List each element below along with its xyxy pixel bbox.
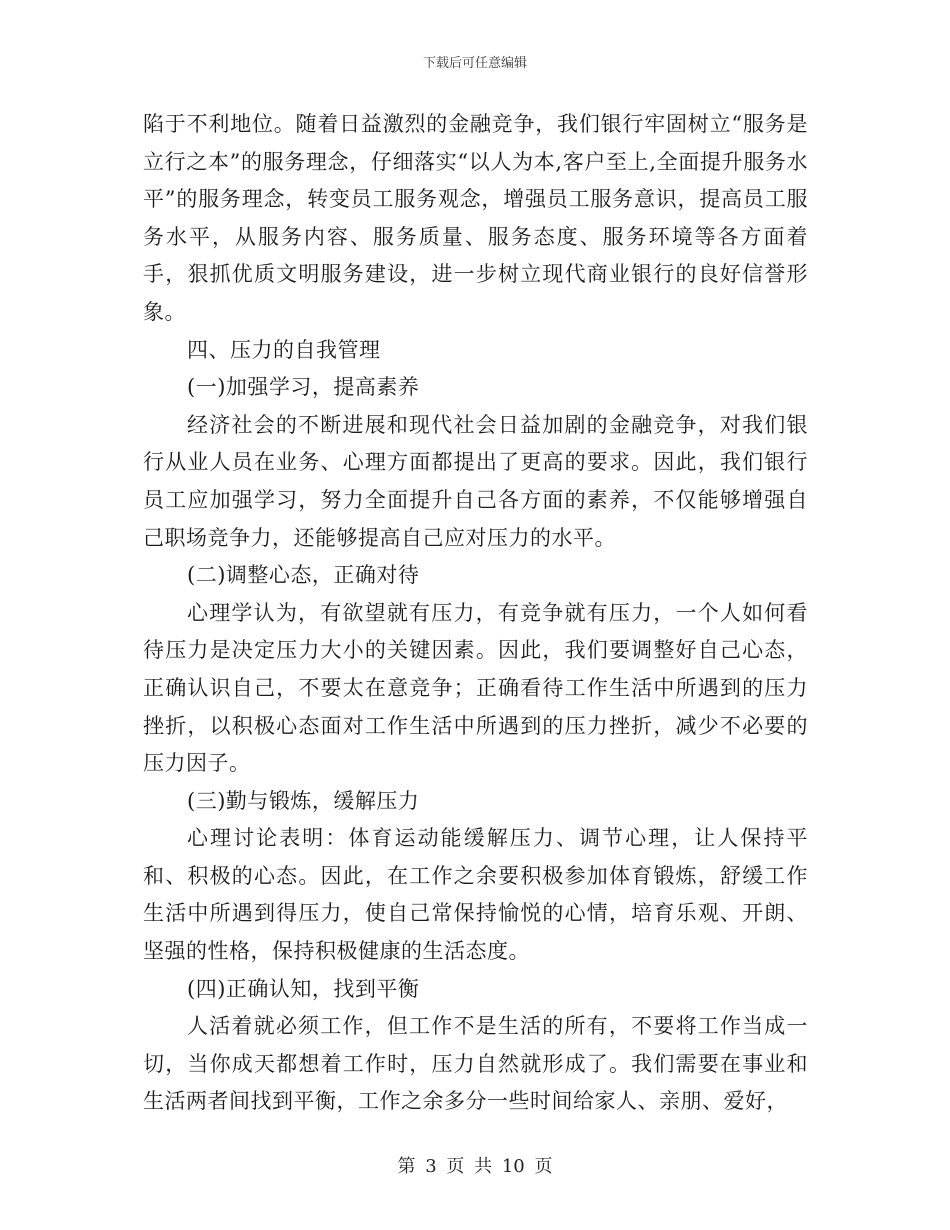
paragraph-continuation: 陷于不利地位。随着日益激烈的金融竞争，我们银行牢固树立“服务是立行之本”的服务理念，仔细落实“以人为本,客户至上,全面提升服务水平”的服务理念，转变员工服务观念，增强员工服务意识，提高员工服务水平，从服务内容、服务质量、服务态度、服务环境等各方面着手，狠抓优质文明服务建设，进一步树立现代商业银行的良好信誉形象。: [143, 112, 808, 324]
paragraph: 人活着就必须工作，但工作不是生活的所有，不要将工作当成一切，当你成天都想着工作时，压力自然就形成了。我们需要在事业和生活两者间找到平衡，工作之余多分一些时间给家人、亲朋、爱好，: [143, 1014, 808, 1114]
subsection-heading: (一)加强学习，提高素养: [187, 375, 420, 400]
document-body: [143, 106, 808, 1121]
page-number-footer: 第 3 页 共 10 页: [397, 1156, 553, 1177]
paragraph: 心理讨论表明：体育运动能缓解压力、调节心理，让人保持平和、积极的心态。因此，在工作之余要积极参加体育锻炼，舒缓工作生活中所遇到得压力，使自己常保持愉悦的心情，培育乐观、开朗、坚强的性格，保持积极健康的生活态度。: [143, 826, 808, 964]
paragraph: 心理学认为，有欲望就有压力，有竞争就有压力，一个人如何看待压力是决定压力大小的关键因素。因此，我们要调整好自己心态，正确认识自己，不要太在意竞争；正确看待工作生活中所遇到的压力挫折，以积极心态面对工作生活中所遇到的压力挫折，减少不必要的压力因子。: [143, 600, 808, 776]
paragraph: 经济社会的不断进展和现代社会日益加剧的金融竞争，对我们银行从业人员在业务、心理方面都提出了更高的要求。因此，我们银行员工应加强学习，努力全面提升自己各方面的素养，不仅能够增强自己职场竞争力，还能够提高自己应对压力的水平。: [143, 412, 808, 550]
subsection-heading: (二)调整心态，正确对待: [187, 563, 420, 588]
subsection-heading: (四)正确认知，找到平衡: [187, 976, 420, 1001]
subsection-heading: (三)勤与锻炼，缓解压力: [187, 788, 420, 813]
page-header-note: 下载后可任意编辑: [422, 56, 527, 71]
section-heading: 四、压力的自我管理: [187, 337, 381, 362]
